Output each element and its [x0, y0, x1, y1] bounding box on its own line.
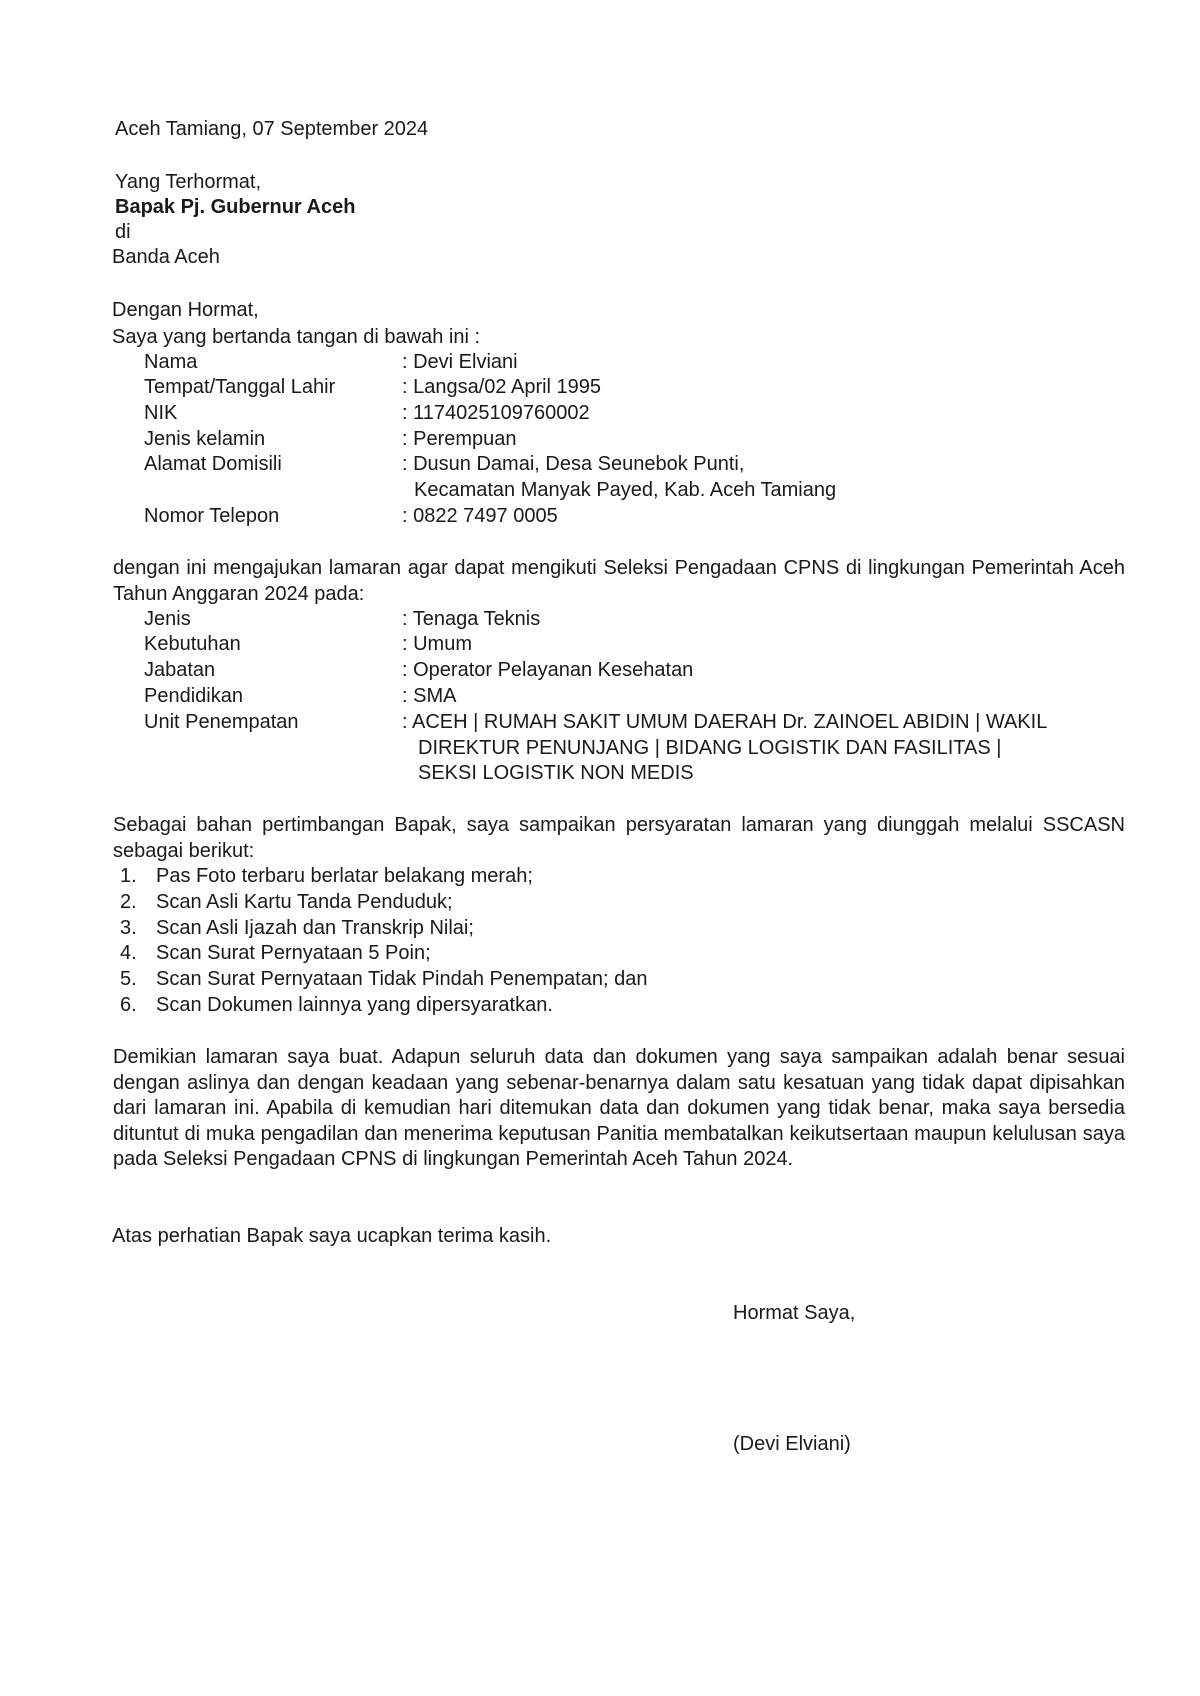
row-value: : 0822 7497 0005	[402, 505, 558, 527]
recipient-city: Banda Aceh	[112, 246, 220, 268]
recipient-di: di	[115, 221, 131, 243]
row-value: : Dusun Damai, Desa Seunebok Punti,	[402, 453, 745, 475]
closing-line: Atas perhatian Bapak saya ucapkan terima kasih.	[112, 1225, 552, 1247]
row-label: Jabatan	[144, 659, 216, 681]
list-text: Scan Surat Pernyataan 5 Poin;	[156, 942, 431, 964]
row-label: Jenis	[144, 608, 191, 630]
signature-greeting: Hormat Saya,	[733, 1302, 856, 1324]
row-value: : Langsa/02 April 1995	[402, 376, 602, 398]
row-label: Jenis kelamin	[144, 428, 266, 450]
row-value: : Tenaga Teknis	[402, 608, 541, 630]
recipient-salutation: Yang Terhormat,	[115, 171, 262, 193]
list-number: 4.	[120, 942, 137, 964]
intro-line: Saya yang bertanda tangan di bawah ini :	[112, 326, 481, 348]
row-value: : SMA	[402, 685, 457, 707]
list-number: 3.	[120, 917, 137, 939]
signature-name: (Devi Elviani)	[733, 1433, 851, 1455]
row-value: : Operator Pelayanan Kesehatan	[402, 659, 694, 681]
list-number: 6.	[120, 994, 137, 1016]
list-number: 2.	[120, 891, 137, 913]
recipient-name: Bapak Pj. Gubernur Aceh	[115, 196, 356, 218]
requirements-paragraph: Sebagai bahan pertimbangan Bapak, saya sampaikan persyaratan lamaran yang diunggah melalui SSCASN sebagai berikut:	[113, 814, 1125, 862]
row-label: Kebutuhan	[144, 633, 241, 655]
row-value: : ACEH | RUMAH SAKIT UMUM DAERAH Dr. ZAINOEL ABIDIN | WAKIL	[402, 711, 1048, 733]
row-label: Pendidikan	[144, 685, 243, 707]
declaration-paragraph: Demikian lamaran saya buat. Adapun seluruh data dan dokumen yang saya sampaikan adalah benar sesuai dengan aslinya dan dengan keadaan yang sebenar-benarnya dalam satu kesatuan yang tidak dapat dipisahkan dari lamaran ini. Apabila di kemudian hari ditemukan data dan dokumen yang tidak benar, maka saya bersedia dituntut di muka pengadilan dan menerima keputusan Panitia membatalkan keikutsertaan maupun kelulusan saya pada Seleksi Pengadaan CPNS di lingkungan Pemerintah Aceh Tahun 2024.	[113, 1046, 1125, 1171]
application-paragraph: dengan ini mengajukan lamaran agar dapat mengikuti Seleksi Pengadaan CPNS di lingkungan Pemerintah Aceh Tahun Anggaran 2024 pada:	[113, 557, 1125, 605]
unit-continuation-2: SEKSI LOGISTIK NON MEDIS	[418, 762, 694, 784]
row-label: NIK	[144, 402, 178, 424]
address-continuation: Kecamatan Manyak Payed, Kab. Aceh Tamiang	[414, 479, 837, 501]
list-text: Scan Asli Ijazah dan Transkrip Nilai;	[156, 917, 474, 939]
row-value: : Umum	[402, 633, 472, 655]
row-value: : 1174025109760002	[402, 402, 590, 424]
list-number: 5.	[120, 968, 137, 990]
list-number: 1.	[120, 865, 137, 887]
row-label: Tempat/Tanggal Lahir	[144, 376, 336, 398]
row-label: Alamat Domisili	[144, 453, 282, 475]
row-label: Unit Penempatan	[144, 711, 299, 733]
date-line: Aceh Tamiang, 07 September 2024	[115, 118, 429, 140]
opening-greeting: Dengan Hormat,	[112, 299, 259, 321]
unit-continuation-1: DIREKTUR PENUNJANG | BIDANG LOGISTIK DAN FASILITAS |	[418, 737, 1002, 759]
list-text: Scan Asli Kartu Tanda Penduduk;	[156, 891, 453, 913]
list-text: Scan Surat Pernyataan Tidak Pindah Penempatan; dan	[156, 968, 648, 990]
list-text: Scan Dokumen lainnya yang dipersyaratkan.	[156, 994, 553, 1016]
row-label: Nama	[144, 351, 198, 373]
row-label: Nomor Telepon	[144, 505, 280, 527]
row-value: : Devi Elviani	[402, 351, 518, 373]
row-value: : Perempuan	[402, 428, 517, 450]
list-text: Pas Foto terbaru berlatar belakang merah;	[156, 865, 533, 887]
